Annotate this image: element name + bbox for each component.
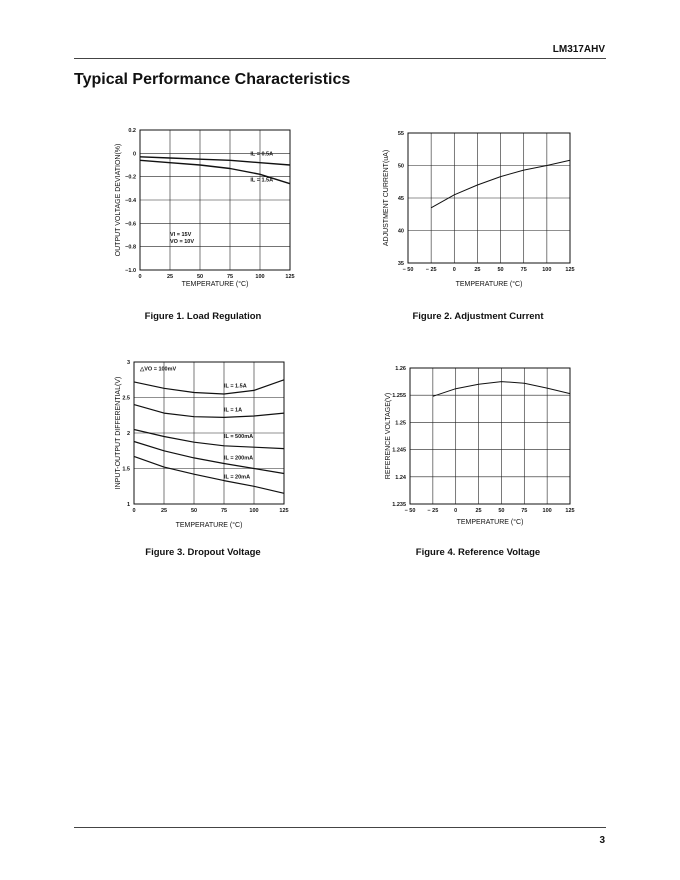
x-tick-label: 25: [475, 508, 482, 514]
curve-annotation: IL = 500mA: [224, 433, 254, 440]
y-tick-label: 1.235: [392, 502, 406, 508]
figure-4-caption: Figure 4. Reference Voltage: [415, 547, 541, 558]
y-tick-label: 35: [397, 261, 404, 267]
x-tick-label: 0: [454, 508, 458, 514]
y-tick-label: 40: [397, 228, 404, 235]
x-tick-label: 125: [285, 274, 295, 280]
x-tick-label: 0: [132, 508, 136, 514]
x-tick-label: 50: [196, 274, 204, 280]
x-tick-label: 100: [542, 267, 552, 273]
series-line: [134, 456, 284, 493]
x-tick-label: − 50: [404, 508, 416, 514]
y-tick-label: 45: [397, 196, 404, 202]
figure-1-caption: Figure 1. Load Regulation: [144, 311, 262, 322]
x-tick-label: 100: [249, 508, 259, 514]
dropout-voltage-chart: [112, 356, 302, 536]
x-tick-label: − 25: [425, 267, 437, 273]
curve-annotation: IL = 20mA: [224, 474, 251, 481]
x-tick-label: 125: [279, 508, 289, 514]
reference-voltage-chart: [380, 362, 585, 532]
y-tick-label: 1: [126, 502, 130, 508]
curve-annotation: IL = 1A: [224, 407, 243, 414]
y-tick-label: 1.255: [392, 393, 406, 400]
curve-annotation: VI = 15V: [170, 232, 192, 239]
y-tick-label: −0.8: [125, 244, 136, 251]
x-axis-label: TEMPERATURE (°C): [175, 522, 243, 529]
series-line: [140, 157, 290, 165]
y-tick-label: 1.245: [392, 447, 406, 454]
plot-frame: [410, 368, 570, 504]
x-tick-label: 100: [542, 508, 552, 514]
y-axis-label: REFERENCE VOLTAGE(V): [385, 392, 392, 480]
series-line: [134, 380, 284, 394]
curve-annotation: IL = 1.5A: [250, 177, 274, 184]
x-tick-label: 100: [255, 274, 265, 280]
x-tick-label: 0: [452, 267, 456, 273]
load-regulation-chart: [108, 124, 308, 294]
x-tick-label: 25: [474, 267, 481, 273]
curve-annotation: IL = 1.5A: [224, 383, 247, 390]
y-tick-label: 0.2: [128, 128, 136, 134]
y-tick-label: −1.0: [125, 268, 136, 274]
x-tick-label: 125: [565, 508, 575, 514]
x-tick-label: − 50: [402, 267, 414, 273]
x-tick-label: 50: [190, 508, 198, 514]
y-tick-label: 1.5: [122, 466, 130, 473]
curve-annotation: IL = 0.5A: [250, 151, 274, 158]
y-tick-label: 1.26: [395, 366, 406, 372]
x-axis-label: TEMPERATURE (°C): [181, 281, 249, 288]
section-title: Typical Performance Characteristics: [74, 71, 351, 88]
y-axis-label: INPUT-OUTPUT DIFFERENTIAL(V): [115, 376, 122, 490]
y-tick-label: 55: [397, 131, 404, 137]
page-number: 3: [599, 835, 605, 846]
x-tick-label: 125: [565, 267, 575, 273]
y-tick-label: 1.25: [395, 420, 406, 427]
footer-rule: [74, 827, 606, 828]
y-axis-label: OUTPUT VOLTAGE DEVIATION(%): [115, 143, 122, 257]
x-tick-label: − 25: [427, 508, 439, 514]
curve-annotation: IL = 200mA: [224, 455, 254, 462]
figure-2-caption: Figure 2. Adjustment Current: [412, 311, 544, 322]
x-tick-label: 75: [226, 274, 234, 280]
x-tick-label: 75: [520, 267, 527, 273]
y-tick-label: 2: [126, 431, 130, 437]
y-tick-label: 50: [397, 163, 404, 170]
x-tick-label: 0: [138, 274, 142, 280]
y-tick-label: −0.2: [125, 174, 136, 181]
x-axis-label: TEMPERATURE (°C): [455, 281, 523, 288]
curve-annotation: VO = 10V: [170, 239, 195, 246]
y-tick-label: 2.5: [122, 395, 130, 402]
x-tick-label: 50: [497, 267, 504, 273]
y-tick-label: 3: [126, 360, 130, 366]
x-tick-label: 50: [498, 508, 505, 514]
y-tick-label: 1.24: [395, 474, 406, 481]
x-tick-label: 75: [521, 508, 528, 514]
header-rule: [74, 58, 606, 59]
figure-3-caption: Figure 3. Dropout Voltage: [145, 547, 261, 558]
part-number: LM317AHV: [552, 44, 605, 55]
y-tick-label: 0: [132, 151, 136, 158]
curve-annotation: △VO = 100mV: [140, 366, 177, 373]
y-tick-label: −0.6: [125, 221, 136, 228]
x-axis-label: TEMPERATURE (°C): [456, 519, 524, 526]
x-tick-label: 25: [166, 274, 174, 280]
y-axis-label: ADJUSTMENT CURRENT(uA): [383, 149, 390, 247]
x-tick-label: 25: [160, 508, 168, 514]
series-line: [134, 405, 284, 418]
y-tick-label: −0.4: [125, 198, 136, 204]
series-line: [134, 430, 284, 449]
adjustment-current-chart: [378, 127, 583, 297]
x-tick-label: 75: [220, 508, 228, 514]
